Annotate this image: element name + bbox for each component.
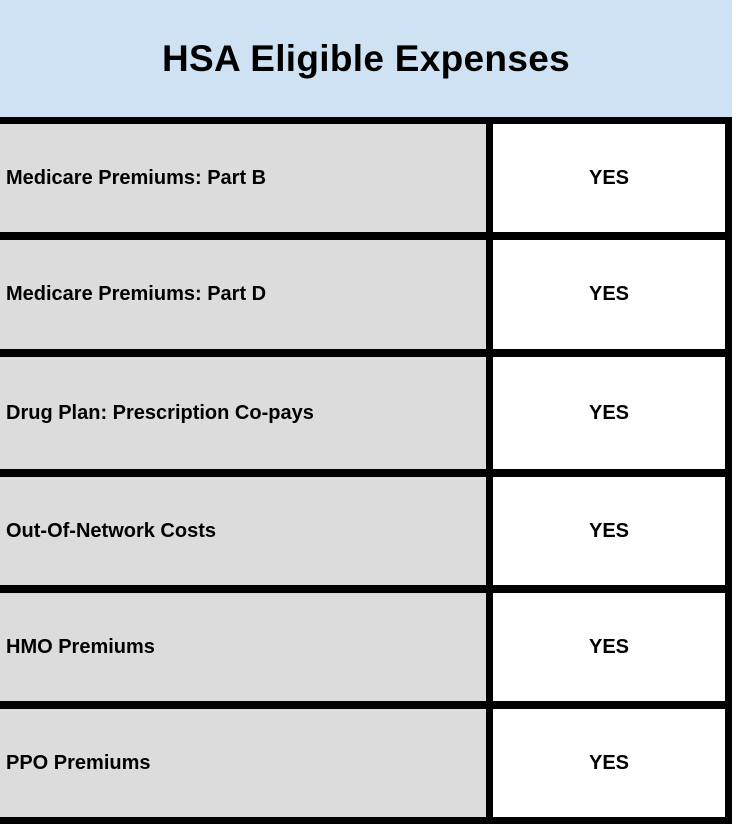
table-header bbox=[0, 0, 732, 117]
eligibility-value-cell bbox=[493, 357, 725, 469]
expense-label-cell bbox=[0, 240, 486, 349]
expense-label: Drug Plan: Prescription Co-pays bbox=[6, 401, 314, 424]
expense-label-cell bbox=[0, 357, 486, 469]
expense-label-cell bbox=[0, 709, 486, 817]
expense-label: Medicare Premiums: Part D bbox=[6, 283, 267, 305]
table-row bbox=[0, 709, 732, 817]
eligibility-value-cell bbox=[493, 477, 725, 585]
table-row bbox=[0, 240, 732, 349]
expense-label-cell bbox=[0, 124, 486, 232]
expense-label: Medicare Premiums: Part B bbox=[6, 166, 267, 189]
expense-label: PPO Premiums bbox=[6, 751, 151, 774]
table-row bbox=[0, 477, 732, 585]
eligibility-value-cell bbox=[493, 240, 725, 349]
eligibility-value: YES bbox=[588, 635, 630, 658]
eligibility-value: YES bbox=[588, 283, 630, 305]
eligibility-value: YES bbox=[588, 751, 630, 774]
eligibility-value: YES bbox=[588, 519, 630, 542]
eligibility-value: YES bbox=[588, 401, 630, 424]
expense-label: HMO Premiums bbox=[6, 635, 155, 658]
expense-label: Out-Of-Network Costs bbox=[6, 519, 216, 542]
expense-label-cell bbox=[0, 593, 486, 701]
page-title: HSA Eligible Expenses bbox=[162, 37, 570, 79]
eligibility-value-cell bbox=[493, 124, 725, 232]
expense-table bbox=[0, 117, 732, 824]
eligibility-value: YES bbox=[588, 166, 630, 189]
eligibility-value-cell bbox=[493, 709, 725, 817]
table-row bbox=[0, 124, 732, 232]
table-row bbox=[0, 593, 732, 701]
expense-label-cell bbox=[0, 477, 486, 585]
table-row bbox=[0, 357, 732, 469]
eligibility-value-cell bbox=[493, 593, 725, 701]
